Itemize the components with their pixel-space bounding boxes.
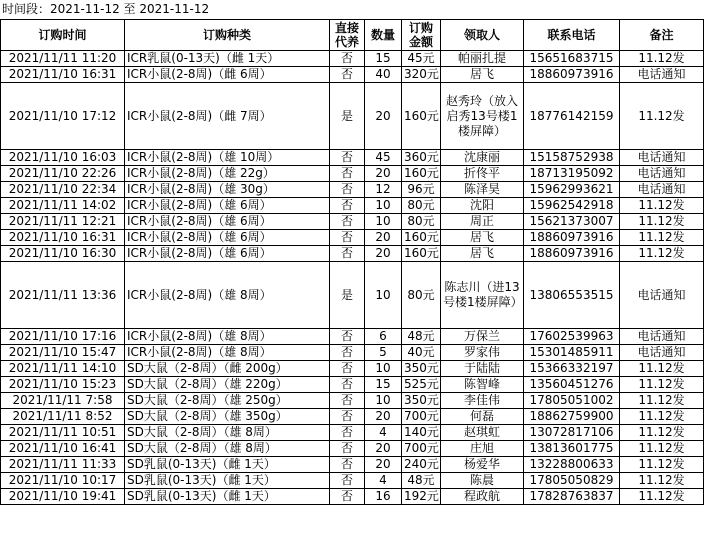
cell-phone: 18860973916 — [524, 246, 620, 262]
cell-type: ICR小鼠(2-8周)（雄 6周） — [125, 246, 330, 262]
cell-amount: 320元 — [402, 67, 441, 83]
cell-type: ICR小鼠(2-8周)（雄 8周） — [125, 345, 330, 361]
cell-qty: 15 — [365, 51, 402, 67]
cell-note: 11.12发 — [620, 198, 704, 214]
cell-amount: 160元 — [402, 166, 441, 182]
cell-phone: 13560451276 — [524, 377, 620, 393]
cell-phone: 18860973916 — [524, 230, 620, 246]
header-type: 订购种类 — [125, 20, 330, 51]
cell-direct: 是 — [330, 83, 365, 150]
cell-direct: 否 — [330, 361, 365, 377]
table-row — [1, 51, 704, 67]
cell-receiver: 何磊 — [441, 409, 524, 425]
cell-time: 2021/11/10 16:41 — [1, 441, 125, 457]
table-row — [1, 214, 704, 230]
cell-amount: 700元 — [402, 441, 441, 457]
cell-qty: 12 — [365, 182, 402, 198]
cell-type: SD大鼠（2-8周）（雄 8周） — [125, 425, 330, 441]
cell-type: ICR小鼠(2-8周)（雄 6周） — [125, 214, 330, 230]
cell-time: 2021/11/11 7:58 — [1, 393, 125, 409]
cell-note: 电话通知 — [620, 329, 704, 345]
cell-amount: 350元 — [402, 393, 441, 409]
header-qty: 数量 — [365, 20, 402, 51]
cell-type: SD大鼠（2-8周）（雄 8周） — [125, 441, 330, 457]
cell-phone: 18776142159 — [524, 83, 620, 150]
cell-amount: 160元 — [402, 246, 441, 262]
cell-receiver: 折佟平 — [441, 166, 524, 182]
cell-amount: 80元 — [402, 214, 441, 230]
table-row — [1, 377, 704, 393]
cell-direct: 否 — [330, 345, 365, 361]
cell-phone: 17805051002 — [524, 393, 620, 409]
cell-type: ICR小鼠(2-8周)（雄 6周） — [125, 198, 330, 214]
cell-qty: 45 — [365, 150, 402, 166]
cell-phone: 13806553515 — [524, 262, 620, 329]
cell-phone: 15301485911 — [524, 345, 620, 361]
cell-direct: 否 — [330, 150, 365, 166]
cell-note: 11.12发 — [620, 361, 704, 377]
cell-note: 11.12发 — [620, 230, 704, 246]
cell-receiver: 陈泽昊 — [441, 182, 524, 198]
cell-direct: 否 — [330, 409, 365, 425]
cell-receiver: 赵琪虹 — [441, 425, 524, 441]
table-row — [1, 230, 704, 246]
cell-amount: 48元 — [402, 473, 441, 489]
header-time: 订购时间 — [1, 20, 125, 51]
cell-time: 2021/11/11 14:10 — [1, 361, 125, 377]
cell-receiver: 陈智峰 — [441, 377, 524, 393]
cell-receiver: 万保兰 — [441, 329, 524, 345]
cell-qty: 40 — [365, 67, 402, 83]
cell-phone: 13813601775 — [524, 441, 620, 457]
table-row — [1, 425, 704, 441]
cell-amount: 140元 — [402, 425, 441, 441]
cell-direct: 否 — [330, 166, 365, 182]
cell-direct: 否 — [330, 457, 365, 473]
cell-phone: 17828763837 — [524, 489, 620, 505]
cell-time: 2021/11/10 16:30 — [1, 246, 125, 262]
cell-time: 2021/11/10 10:17 — [1, 473, 125, 489]
cell-phone: 15962542918 — [524, 198, 620, 214]
cell-qty: 4 — [365, 425, 402, 441]
cell-time: 2021/11/10 22:26 — [1, 166, 125, 182]
cell-note: 11.12发 — [620, 83, 704, 150]
cell-type: ICR小鼠(2-8周)（雄 22g） — [125, 166, 330, 182]
cell-receiver: 沈康丽 — [441, 150, 524, 166]
cell-note: 11.12发 — [620, 246, 704, 262]
table-row — [1, 457, 704, 473]
cell-type: SD乳鼠(0-13天)（雌 1天） — [125, 473, 330, 489]
cell-type: ICR小鼠(2-8周)（雄 8周） — [125, 329, 330, 345]
cell-time: 2021/11/11 10:51 — [1, 425, 125, 441]
table-row — [1, 182, 704, 198]
table-row — [1, 166, 704, 182]
cell-note: 电话通知 — [620, 182, 704, 198]
cell-qty: 20 — [365, 166, 402, 182]
cell-direct: 否 — [330, 214, 365, 230]
table-row — [1, 83, 704, 150]
cell-type: SD大鼠（2-8周）（雄 250g） — [125, 393, 330, 409]
cell-qty: 10 — [365, 393, 402, 409]
cell-amount: 80元 — [402, 198, 441, 214]
cell-direct: 是 — [330, 262, 365, 329]
cell-phone: 18860973916 — [524, 67, 620, 83]
cell-receiver: 沈阳 — [441, 198, 524, 214]
cell-amount: 160元 — [402, 230, 441, 246]
cell-receiver: 居飞 — [441, 230, 524, 246]
cell-qty: 10 — [365, 214, 402, 230]
cell-note: 11.12发 — [620, 473, 704, 489]
cell-receiver: 居飞 — [441, 67, 524, 83]
cell-qty: 10 — [365, 198, 402, 214]
cell-amount: 80元 — [402, 262, 441, 329]
cell-type: ICR小鼠(2-8周)（雄 10周） — [125, 150, 330, 166]
header-receiver: 领取人 — [441, 20, 524, 51]
cell-time: 2021/11/10 15:47 — [1, 345, 125, 361]
cell-time: 2021/11/10 19:41 — [1, 489, 125, 505]
cell-phone: 13228800633 — [524, 457, 620, 473]
cell-direct: 否 — [330, 393, 365, 409]
cell-phone: 15651683715 — [524, 51, 620, 67]
cell-receiver: 程政航 — [441, 489, 524, 505]
cell-direct: 否 — [330, 441, 365, 457]
header-phone: 联系电话 — [524, 20, 620, 51]
table-row — [1, 329, 704, 345]
cell-type: ICR小鼠(2-8周)（雌 6周） — [125, 67, 330, 83]
cell-qty: 16 — [365, 489, 402, 505]
cell-time: 2021/11/10 17:12 — [1, 83, 125, 150]
cell-time: 2021/11/11 8:52 — [1, 409, 125, 425]
cell-amount: 40元 — [402, 345, 441, 361]
cell-direct: 否 — [330, 377, 365, 393]
cell-direct: 否 — [330, 230, 365, 246]
cell-type: SD乳鼠(0-13天)（雌 1天） — [125, 457, 330, 473]
cell-qty: 15 — [365, 377, 402, 393]
cell-note: 11.12发 — [620, 457, 704, 473]
cell-time: 2021/11/10 16:03 — [1, 150, 125, 166]
cell-qty: 4 — [365, 473, 402, 489]
cell-phone: 15621373007 — [524, 214, 620, 230]
cell-amount: 350元 — [402, 361, 441, 377]
cell-time: 2021/11/11 11:20 — [1, 51, 125, 67]
cell-note: 电话通知 — [620, 150, 704, 166]
table-row — [1, 150, 704, 166]
cell-receiver: 罗家伟 — [441, 345, 524, 361]
cell-note: 11.12发 — [620, 409, 704, 425]
table-row — [1, 361, 704, 377]
cell-receiver: 赵秀玲（放入启秀13号楼1楼屏障） — [441, 83, 524, 150]
cell-type: ICR小鼠(2-8周)（雄 8周） — [125, 262, 330, 329]
cell-time: 2021/11/10 16:31 — [1, 230, 125, 246]
cell-note: 电话通知 — [620, 166, 704, 182]
cell-amount: 700元 — [402, 409, 441, 425]
cell-amount: 45元 — [402, 51, 441, 67]
orders-table — [0, 19, 704, 505]
cell-note: 11.12发 — [620, 377, 704, 393]
cell-direct: 否 — [330, 489, 365, 505]
cell-amount: 160元 — [402, 83, 441, 150]
cell-time: 2021/11/10 16:31 — [1, 67, 125, 83]
table-header-row — [1, 20, 704, 51]
cell-qty: 20 — [365, 230, 402, 246]
table-row — [1, 441, 704, 457]
cell-amount: 525元 — [402, 377, 441, 393]
table-row — [1, 473, 704, 489]
cell-phone: 15366332197 — [524, 361, 620, 377]
table-row — [1, 393, 704, 409]
period-label: 时间段：2021-11-12 至 2021-11-12 — [2, 2, 210, 16]
cell-direct: 否 — [330, 198, 365, 214]
cell-time: 2021/11/11 14:02 — [1, 198, 125, 214]
cell-direct: 否 — [330, 246, 365, 262]
table-row — [1, 198, 704, 214]
header-note: 备注 — [620, 20, 704, 51]
cell-amount: 240元 — [402, 457, 441, 473]
cell-qty: 10 — [365, 262, 402, 329]
cell-type: ICR乳鼠(0-13天)（雌 1天） — [125, 51, 330, 67]
cell-receiver: 庄旭 — [441, 441, 524, 457]
cell-receiver: 帕丽扎提 — [441, 51, 524, 67]
cell-receiver: 李佳伟 — [441, 393, 524, 409]
header-amount: 订购金额 — [402, 20, 441, 51]
cell-receiver: 陈志川（进13号楼1楼屏障） — [441, 262, 524, 329]
cell-phone: 17602539963 — [524, 329, 620, 345]
cell-receiver: 陈晨 — [441, 473, 524, 489]
cell-direct: 否 — [330, 473, 365, 489]
cell-phone: 17805050829 — [524, 473, 620, 489]
cell-qty: 6 — [365, 329, 402, 345]
cell-amount: 48元 — [402, 329, 441, 345]
cell-note: 11.12发 — [620, 489, 704, 505]
cell-qty: 5 — [365, 345, 402, 361]
cell-qty: 20 — [365, 457, 402, 473]
cell-direct: 否 — [330, 425, 365, 441]
cell-direct: 否 — [330, 182, 365, 198]
table-row — [1, 489, 704, 505]
cell-time: 2021/11/11 12:21 — [1, 214, 125, 230]
cell-phone: 15158752938 — [524, 150, 620, 166]
cell-note: 11.12发 — [620, 425, 704, 441]
cell-receiver: 居飞 — [441, 246, 524, 262]
cell-type: SD大鼠（2-8周）（雌 200g） — [125, 361, 330, 377]
cell-qty: 20 — [365, 409, 402, 425]
cell-note: 电话通知 — [620, 262, 704, 329]
cell-type: ICR小鼠(2-8周)（雌 7周） — [125, 83, 330, 150]
cell-qty: 20 — [365, 441, 402, 457]
table-row — [1, 409, 704, 425]
cell-receiver: 杨爱华 — [441, 457, 524, 473]
cell-receiver: 周正 — [441, 214, 524, 230]
cell-type: SD大鼠（2-8周）（雄 350g） — [125, 409, 330, 425]
cell-direct: 否 — [330, 329, 365, 345]
cell-type: ICR小鼠(2-8周)（雄 6周） — [125, 230, 330, 246]
cell-time: 2021/11/10 22:34 — [1, 182, 125, 198]
cell-phone: 18713195092 — [524, 166, 620, 182]
cell-time: 2021/11/11 11:33 — [1, 457, 125, 473]
cell-note: 11.12发 — [620, 214, 704, 230]
cell-direct: 否 — [330, 51, 365, 67]
table-row — [1, 345, 704, 361]
cell-qty: 20 — [365, 83, 402, 150]
table-row — [1, 246, 704, 262]
cell-qty: 20 — [365, 246, 402, 262]
cell-phone: 13072817106 — [524, 425, 620, 441]
cell-note: 电话通知 — [620, 345, 704, 361]
cell-phone: 15962993621 — [524, 182, 620, 198]
cell-note: 11.12发 — [620, 393, 704, 409]
cell-note: 电话通知 — [620, 67, 704, 83]
table-row — [1, 67, 704, 83]
cell-note: 11.12发 — [620, 51, 704, 67]
cell-time: 2021/11/11 13:36 — [1, 262, 125, 329]
cell-amount: 192元 — [402, 489, 441, 505]
cell-receiver: 于陆陆 — [441, 361, 524, 377]
cell-amount: 360元 — [402, 150, 441, 166]
table-row — [1, 262, 704, 329]
cell-type: ICR小鼠(2-8周)（雄 30g） — [125, 182, 330, 198]
cell-type: SD乳鼠(0-13天)（雌 1天） — [125, 489, 330, 505]
header-direct: 直接代养 — [330, 20, 365, 51]
cell-qty: 10 — [365, 361, 402, 377]
cell-note: 11.12发 — [620, 441, 704, 457]
cell-amount: 96元 — [402, 182, 441, 198]
cell-phone: 18862759900 — [524, 409, 620, 425]
cell-type: SD大鼠（2-8周）（雄 220g） — [125, 377, 330, 393]
cell-time: 2021/11/10 15:23 — [1, 377, 125, 393]
cell-time: 2021/11/10 17:16 — [1, 329, 125, 345]
cell-direct: 否 — [330, 67, 365, 83]
